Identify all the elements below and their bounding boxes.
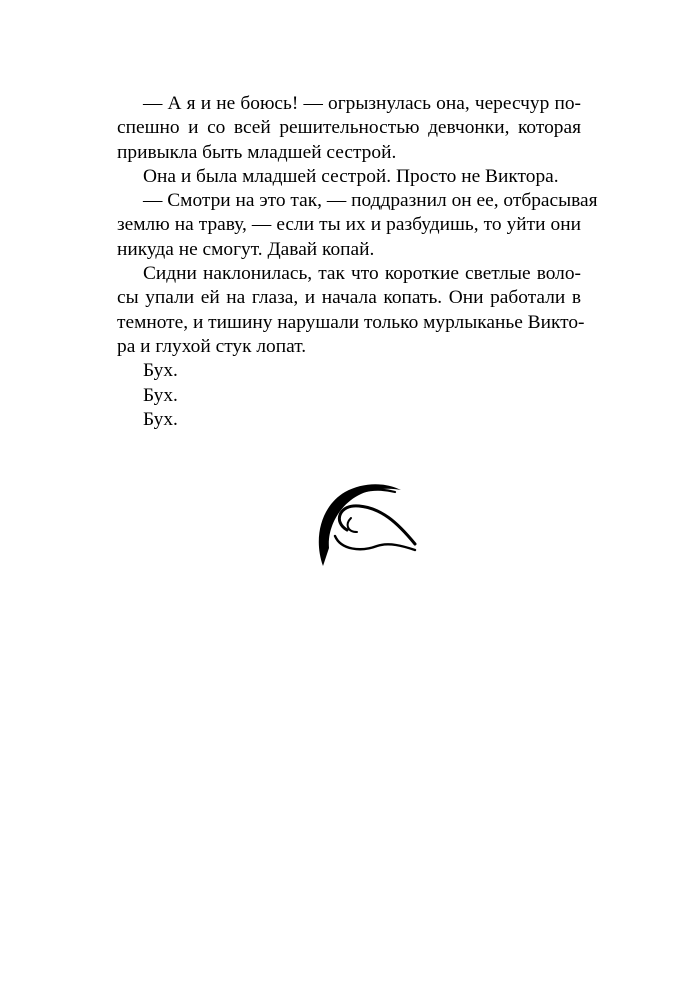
text-line: спешно и со всей решительностью девчонки, которая [117, 117, 581, 139]
paragraph [117, 359, 581, 383]
text-line: землю на траву, — если ты их и разбудишь, то уйти они [117, 214, 581, 236]
text-line: — А я и не боюсь! — огрызнулась она, чересчур по- [143, 93, 581, 114]
paragraph [117, 408, 581, 432]
paragraph [117, 92, 581, 165]
text-line: никуда не смогут. Давай копай. [117, 238, 375, 260]
text-body [117, 92, 598, 432]
text-line: Сидни наклонилась, так что короткие светлые воло- [143, 263, 581, 285]
text-line: Бух. [143, 408, 178, 430]
text-line: Бух. [143, 360, 178, 382]
text-line: привыкла быть младшей сестрой. [117, 141, 397, 163]
text-line: темноте, и тишину нарушали только мурлыканье Викто- [117, 311, 585, 333]
text-line: Она и была младшей сестрой. Просто не Виктора. [143, 165, 559, 187]
swirl-ornament-icon [311, 478, 423, 572]
text-line: Бух. [143, 384, 178, 406]
paragraph [117, 165, 581, 189]
text-line: — Смотри на это так, — поддразнил он ее, отбрасывая [143, 190, 598, 212]
paragraph [117, 189, 598, 262]
paragraph [117, 262, 585, 359]
text-line: ра и глухой стук лопат. [117, 335, 307, 357]
text-line: сы упали ей на глаза, и начала копать. Они работали в [117, 287, 581, 309]
paragraph [117, 384, 581, 408]
